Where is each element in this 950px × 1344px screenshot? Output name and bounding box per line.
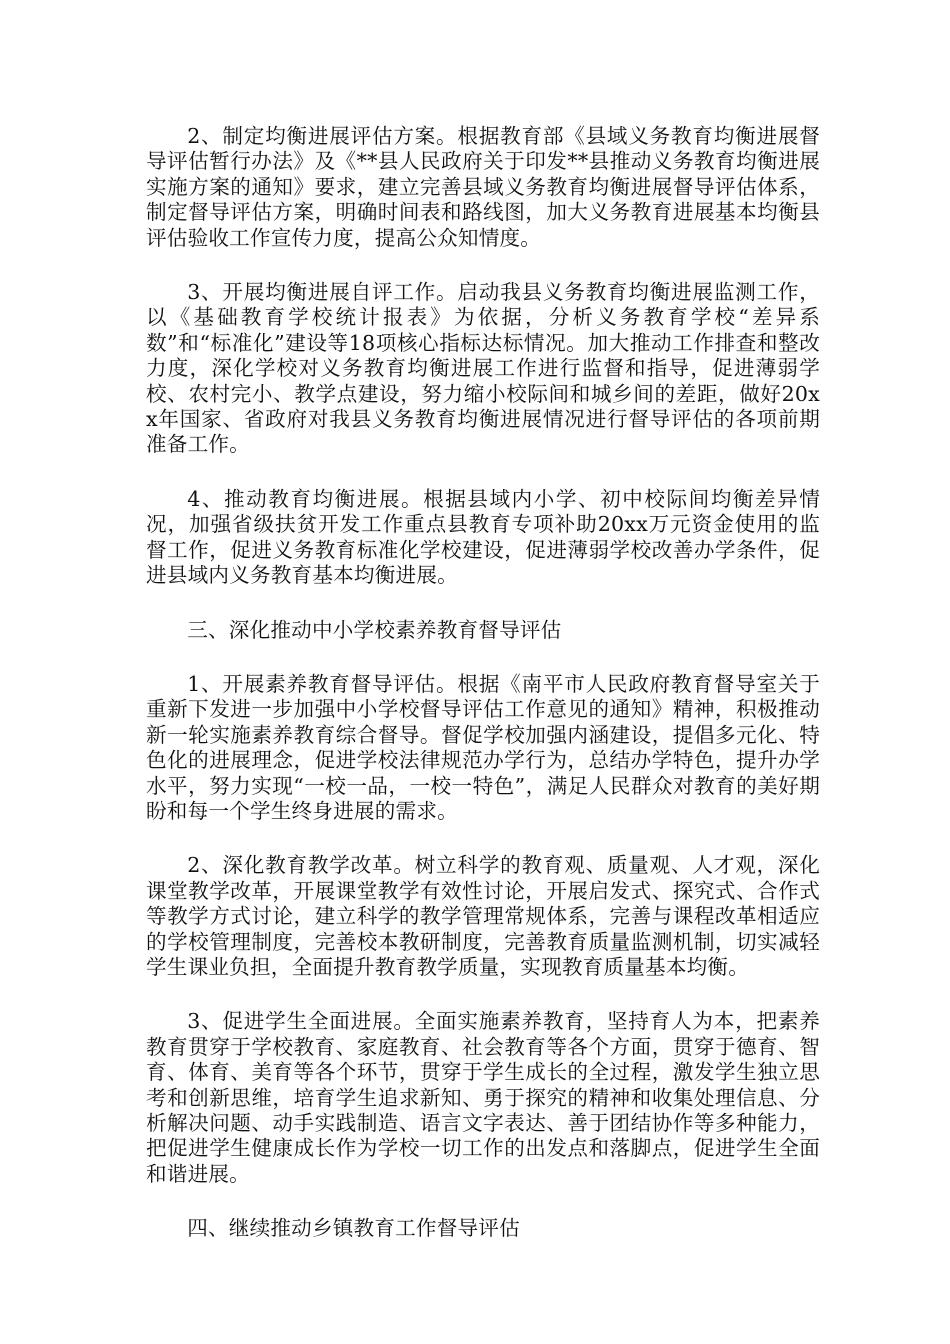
paragraph-4-balanced-development: 4、推动教育均衡进展。根据县域内小学、初中校际间均衡差异情况，加强省级扶贫开发工作重点县教育专项补助20xx万元资金使用的监督工作，促进义务教育标准化学校建设，促进薄弱学校改善办学条件，促进县域内义务教育基本均衡进展。: [146, 486, 820, 588]
paragraph-3-self-evaluation: 3、开展均衡进展自评工作。启动我县义务教育均衡进展监测工作，以《基础教育学校统计报表》为依据，分析义务教育学校“差异系数”和“标准化”建设等18项核心指标达标情况。加大推动工作排查和整改力度，深化学校对义务教育均衡进展工作进行监督和指导，促进薄弱学校、农村完小、教学点建设，努力缩小校际间和城乡间的差距，做好20xx年国家、省政府对我县义务教育均衡进展情况进行督导评估的各项前期准备工作。: [146, 280, 820, 457]
section-heading-3: 三、深化推动中小学校素养教育督导评估: [187, 617, 562, 642]
paragraph-2-evaluation-plan: 2、制定均衡进展评估方案。根据教育部《县域义务教育均衡进展督导评估暂行办法》及《**县人民政府关于印发**县推动义务教育均衡进展实施方案的通知》要求，建立完善县域义务教育均衡进展督导评估体系，制定督导评估方案，明确时间表和路线图，加大义务教育进展基本均衡县评估验收工作宣传力度，提高公众知情度。: [146, 124, 820, 250]
document-body: [146, 124, 820, 1271]
paragraph-3-student-development: 3、促进学生全面进展。全面实施素养教育，坚持育人为本，把素养教育贯穿于学校教育、家庭教育、社会教育等各个方面，贯穿于德育、智育、体育、美育等各个环节，贯穿于学生成长的全过程，激发学生独立思考和创新思维，培育学生追求新知、勇于探究的精神和收集处理信息、分析解决问题、动手实践制造、语言文字表达、善于团结协作等多种能力，把促进学生健康成长作为学校一切工作的出发点和落脚点，促进学生全面和谐进展。: [146, 1009, 820, 1186]
section-heading-4: 四、继续推动乡镇教育工作督导评估: [187, 1216, 520, 1241]
paragraph-1-quality-education: 1、开展素养教育督导评估。根据《南平市人民政府教育督导室关于重新下发进一步加强中小学校督导评估工作意见的通知》精神，积极推动新一轮实施素养教育综合督导。督促学校加强内涵建设，提倡多元化、特色化的进展理念，促进学校法律规范办学行为，总结办学特色，提升办学水平，努力实现“一校一品，一校一特色”，满足人民群众对教育的美好期盼和每一个学生终身进展的需求。: [146, 671, 820, 823]
paragraph-2-teaching-reform: 2、深化教育教学改革。树立科学的教育观、质量观、人才观，深化课堂教学改革，开展课堂教学有效性讨论，开展启发式、探究式、合作式等教学方式讨论，建立科学的教学管理常规体系，完善与课程改革相适应的学校管理制度，完善校本教研制度，完善教育质量监测机制，切实减轻学生课业负担，全面提升教育教学质量，实现教育质量基本均衡。: [146, 853, 820, 979]
